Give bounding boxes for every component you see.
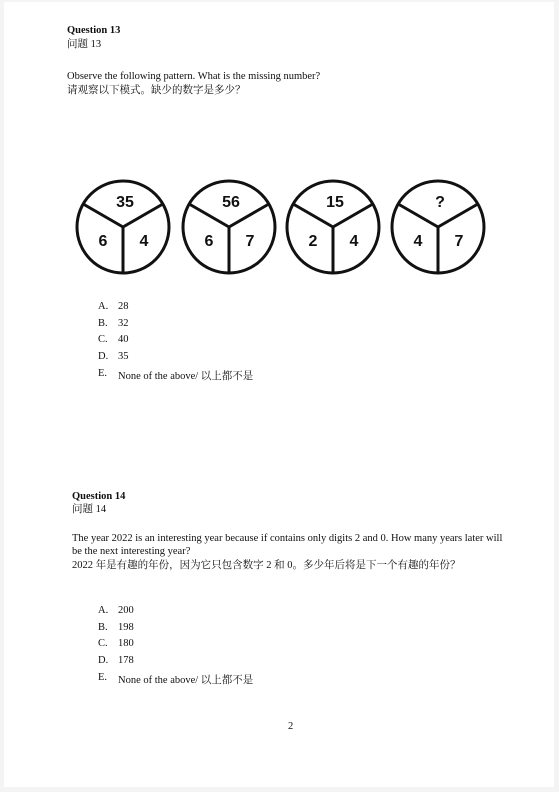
left-number: 6 <box>204 233 214 250</box>
option-text: 40 <box>118 334 129 345</box>
right-number: 4 <box>349 233 359 250</box>
option-text: None of the above/ 以上都不是 <box>118 371 254 382</box>
option-text: 198 <box>118 621 134 633</box>
pattern-circle <box>183 181 275 273</box>
option-letter: B. <box>98 621 108 633</box>
q14-prompt-line2: be the next interesting year? <box>72 546 191 557</box>
option-text: None of the above/ 以上都不是 <box>118 675 254 686</box>
option-letter: C. <box>98 334 108 345</box>
top-number: 15 <box>326 194 344 211</box>
option-letter: C. <box>98 638 108 649</box>
top-number: 35 <box>116 194 134 211</box>
option-text: 35 <box>118 350 129 362</box>
left-number: 6 <box>98 233 108 250</box>
top-number: ? <box>435 194 445 211</box>
option-text: 32 <box>118 317 129 329</box>
pattern-circle <box>287 181 379 273</box>
option-letter: E. <box>98 368 108 379</box>
q13-prompt-cn: 请观察以下模式。缺少的数字是多少？ <box>67 85 246 96</box>
right-number: 4 <box>139 233 149 250</box>
option-text: 200 <box>118 605 134 616</box>
document-page <box>4 2 554 787</box>
option-text: 180 <box>118 638 134 649</box>
page-number: 2 <box>288 721 294 732</box>
q13-title-cn: 问题 13 <box>67 39 102 50</box>
right-number: 7 <box>245 233 255 250</box>
option-letter: E. <box>98 672 108 683</box>
top-number: 56 <box>222 194 240 211</box>
q14-prompt-line1: The year 2022 is an interesting year because if contains only digits 2 and 0. How many years later will <box>72 533 503 544</box>
right-number: 7 <box>454 233 464 250</box>
option-text: 28 <box>118 301 129 312</box>
q13-title: Question 13 <box>67 25 121 36</box>
pattern-circle <box>77 181 169 273</box>
pattern-circle <box>392 181 484 273</box>
pattern-figure <box>4 175 554 285</box>
q14-title: Question 14 <box>72 491 126 502</box>
left-number: 2 <box>308 233 318 250</box>
option-text: 178 <box>118 654 134 666</box>
option-letter: B. <box>98 317 108 329</box>
option-letter: A. <box>98 301 109 312</box>
option-letter: D. <box>98 654 109 666</box>
divider-line <box>398 204 438 227</box>
left-number: 4 <box>413 233 423 250</box>
q13-prompt: Observe the following pattern. What is the missing number? <box>67 71 321 82</box>
option-letter: D. <box>98 350 109 362</box>
q14-prompt-cn: 2022 年是有趣的年份，因为它只包含数字 2 和 0。多少年后将是下一个有趣的年份？ <box>72 560 461 571</box>
q14-title-cn: 问题 14 <box>72 504 107 515</box>
option-letter: A. <box>98 605 109 616</box>
